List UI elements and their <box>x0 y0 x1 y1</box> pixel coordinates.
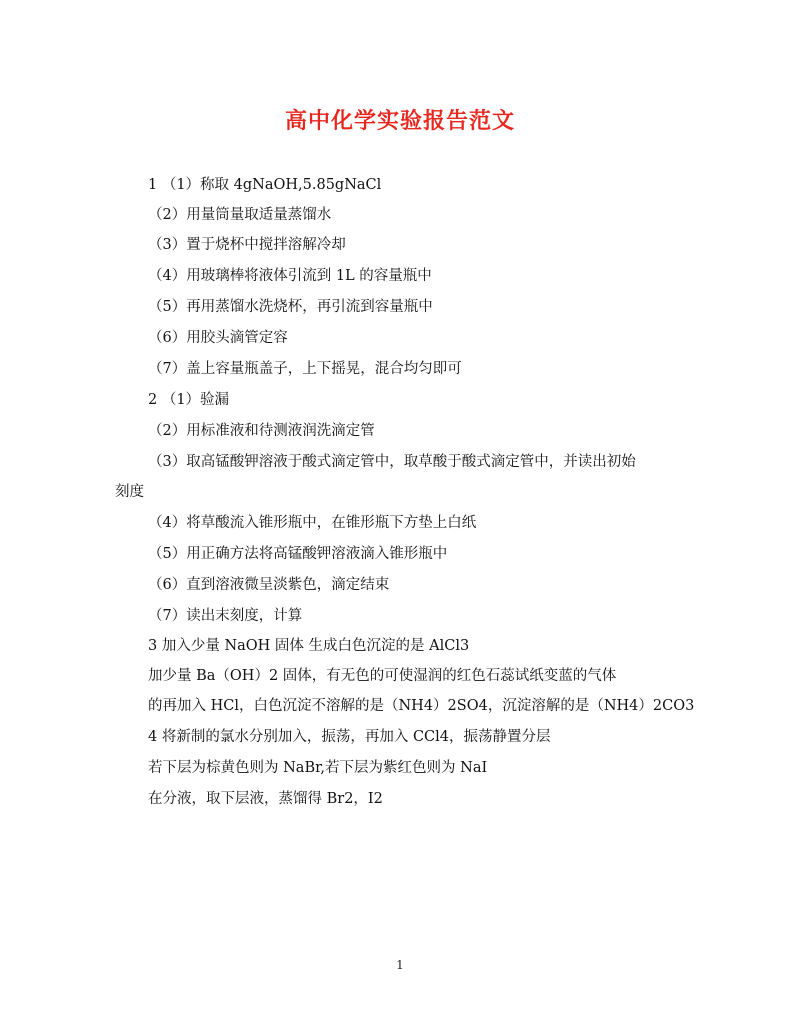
text-line: 若下层为棕黄色则为 NaBr,若下层为紫红色则为 NaI <box>148 760 488 776</box>
text-line: （6）直到溶液微呈淡紫色，滴定结束 <box>148 577 390 593</box>
text-line: （2）用标准液和待测液润洗滴定管 <box>148 423 375 439</box>
text-line: 刻度 <box>115 484 144 500</box>
text-line: （5）再用蒸馏水洗烧杯，再引流到容量瓶中 <box>148 299 433 315</box>
text-line: （4）用玻璃棒将液体引流到 1L 的容量瓶中 <box>148 268 432 284</box>
text-line: 2 （1）验漏 <box>148 392 230 408</box>
text-line: 3 加入少量 NaOH 固体 生成白色沉淀的是 AlCl3 <box>148 638 470 654</box>
text-line: （4）将草酸流入锥形瓶中，在锥形瓶下方垫上白纸 <box>148 515 477 531</box>
text-line: （2）用量筒量取适量蒸馏水 <box>148 207 332 223</box>
text-line: 4 将新制的氯水分别加入，振荡，再加入 CCl4，振荡静置分层 <box>148 729 551 745</box>
text-line: 的再加入 HCl，白色沉淀不溶解的是（NH4）2SO4，沉淀溶解的是（NH4）2CO3 <box>148 698 695 714</box>
text-line: （7）盖上容量瓶盖子，上下摇晃，混合均匀即可 <box>148 361 462 377</box>
text-line: 加少量 Ba（OH）2 固体，有无色的可使湿润的红色石蕊试纸变蓝的气体 <box>148 668 617 684</box>
text-line: 在分液，取下层液，蒸馏得 Br2，I2 <box>148 791 383 807</box>
text-line: （7）读出末刻度，计算 <box>148 608 303 624</box>
page-number: 1 <box>396 958 404 972</box>
text-line: （3）取高锰酸钾溶液于酸式滴定管中，取草酸于酸式滴定管中，并读出初始 <box>148 454 636 470</box>
text-line: （5）用正确方法将高锰酸钾溶液滴入锥形瓶中 <box>148 546 448 562</box>
text-line: （3）置于烧杯中搅拌溶解冷却 <box>148 237 346 253</box>
text-line: （6）用胶头滴管定容 <box>148 330 288 346</box>
text-line: 1 （1）称取 4gNaOH,5.85gNaCl <box>148 177 382 193</box>
document-title: 高中化学实验报告范文 <box>284 108 515 134</box>
